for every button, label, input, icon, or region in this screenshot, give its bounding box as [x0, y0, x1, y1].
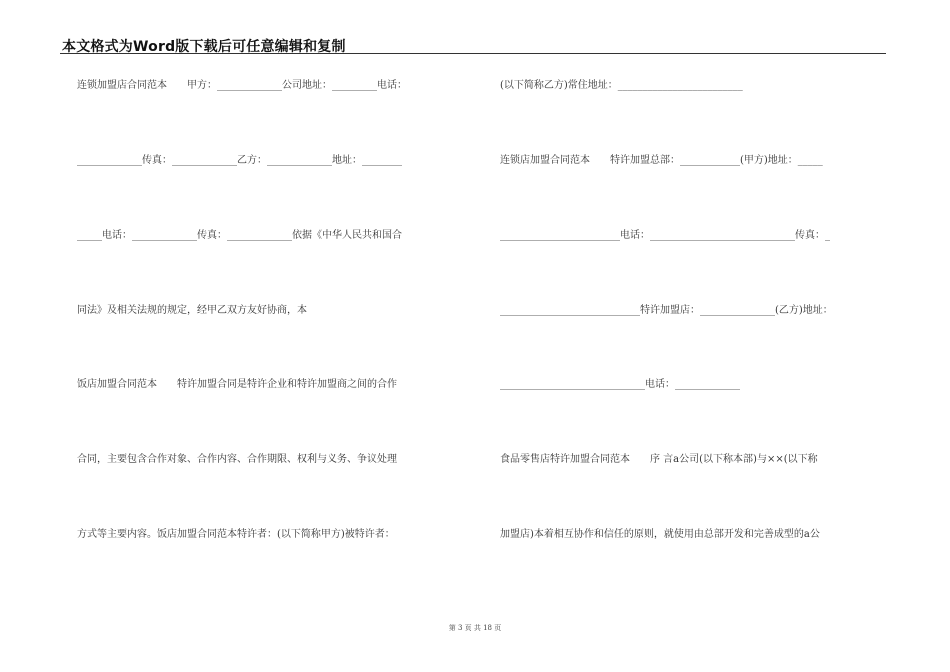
text-line: 方式等主要内容。饭店加盟合同范本特许者：(以下简称甲方)被特许者： — [77, 529, 395, 540]
text-line: _____________传真：_____________乙方：_____________地址：________ — [77, 155, 402, 166]
text-line: 食品零售店特许加盟合同范本 序 言a公司(以下称本部)与××(以下称 — [500, 454, 818, 465]
text-line: _____________________________电话：_____________ — [500, 379, 740, 390]
text-line: 加盟店)本着相互协作和信任的原则，就使用由总部开发和完善成型的a公 — [500, 529, 820, 540]
text-line: 同法》及相关法规的规定，经甲乙双方友好协商，本 — [77, 305, 307, 316]
text-line: 合同，主要包含合作对象、合作内容、合作期限、权利与义务、争议处理 — [77, 454, 397, 465]
header-divider — [60, 53, 886, 54]
document-header-title: 本文格式为Word版下载后可任意编辑和复制 — [62, 39, 346, 55]
text-line: ____________________________特许加盟店：_______________(乙方)地址： — [500, 305, 833, 316]
page-number: 第 3 页 共 18 页 — [448, 624, 502, 632]
text-line: ________________________电话：_____________________________传真：_ — [500, 230, 830, 241]
text-line: (以下简称乙方)常住地址：_________________________ — [500, 80, 743, 91]
text-line: _____电话：_____________传真：_____________依据《中华人民共和国合 — [77, 230, 402, 241]
text-line: 连锁店加盟合同范本 特许加盟总部：____________(甲方)地址：_____ — [500, 155, 823, 166]
text-line: 连锁加盟店合同范本 甲方：_____________公司地址：_________电话： — [77, 80, 407, 91]
text-line: 饭店加盟合同范本 特许加盟合同是特许企业和特许加盟商之间的合作 — [77, 379, 397, 390]
